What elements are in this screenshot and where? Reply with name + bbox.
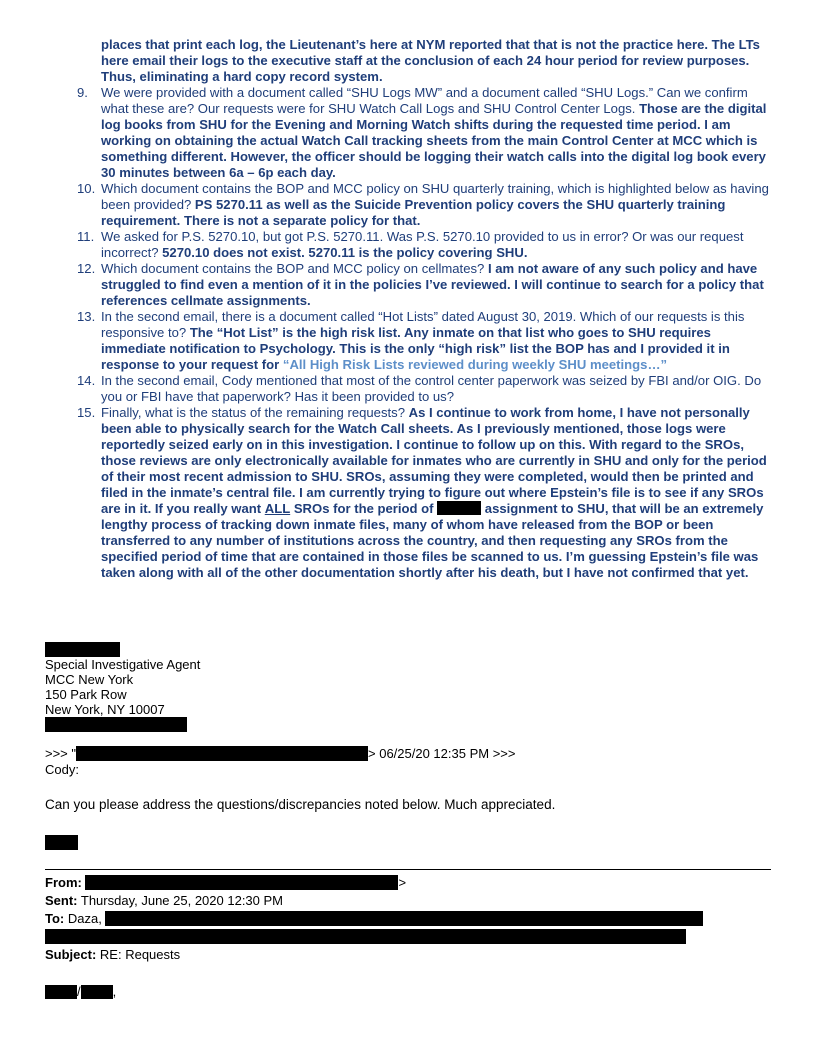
signature-city: New York, NY 10007: [45, 702, 165, 717]
item-number: 14.: [77, 373, 96, 388]
answer-text: As I continue to work from home, I have not personally been able to physically search for the Watch Call sheets. As I previously mentioned, those logs were reportedly seized early on in this investigation. I continue to follow up on this. With regard to the SROs, those reviews are only electronically available for inmates who are currently in SHU and only for the period of their most recent admission to SHU. SROs, assuming they were completed, would then be printed and filed in the inmate’s central file. I am currently trying to figure out where Epstein’s file is to see if any SROs are in it. If you really want: [101, 405, 767, 516]
answer-text: The “Hot List” is the high risk list. Any inmate on that list who goes to SHU requires immediate notification to Psychology. This is the only “high risk” list the BOP has and I provided it in response to your request for: [101, 325, 730, 372]
answer-text: places that print each log, the Lieutenant’s here at NYM reported that that is not the practice here. The LTs here email their logs to the executive staff at the conclusion of each 24 hour period for review purposes. Thus, eliminating a hard copy record system.: [101, 37, 760, 84]
question-text: Finally, what is the status of the remaining requests?: [101, 405, 405, 420]
redaction-box: [45, 835, 78, 850]
header-sent: [45, 893, 283, 908]
question-text: Which document contains the BOP and MCC policy on cellmates?: [101, 261, 485, 276]
sent-label: Sent:: [45, 893, 78, 908]
question-list: [77, 37, 769, 581]
list-item: [77, 229, 769, 261]
forward-suffix: > 06/25/20 12:35 PM >>>: [368, 746, 516, 761]
list-item: [77, 181, 769, 229]
answer-text: 5270.10 does not exist. 5270.11 is the policy covering SHU.: [162, 245, 528, 260]
from-label: From:: [45, 875, 82, 890]
sent-value: Thursday, June 25, 2020 12:30 PM: [80, 893, 283, 908]
item-number: 15.: [77, 405, 96, 420]
salutation-comma: ,: [112, 984, 117, 999]
message-body: Can you please address the questions/discrepancies noted below. Much appreciated.: [45, 797, 556, 812]
question-text: In the second email, Cody mentioned that most of the control center paperwork was seized by FBI and/or OIG. Do you or FBI have that paperwork? Has it been provided to us?: [101, 373, 762, 404]
header-from: [45, 875, 406, 890]
divider: [45, 869, 771, 870]
signature-org: MCC New York: [45, 672, 134, 687]
subject-label: Subject:: [45, 947, 97, 962]
salutation-slash: /: [77, 984, 81, 999]
to-value: Daza,: [67, 911, 102, 926]
signature-street: 150 Park Row: [45, 687, 127, 702]
answer-text: PS 5270.11 as well as the Suicide Prevention policy covers the SHU quarterly training requirement. There is not a separate policy for that.: [101, 197, 726, 228]
redaction-box: [437, 501, 481, 515]
redaction-box: [105, 911, 703, 926]
list-item: [77, 405, 769, 581]
salutation: [45, 984, 116, 999]
item-number: 12.: [77, 261, 96, 276]
redaction-box: [45, 717, 187, 732]
list-item: [77, 261, 769, 309]
question-text: In the second email, there is a document called “Hot Lists” dated August 30, 2019. Which of our requests is this responsive to?: [101, 309, 745, 340]
redaction-box: [45, 929, 686, 944]
answer-text: Those are the digital log books from SHU for the Evening and Morning Watch shifts during the requested time period. I am working on obtaining the actual Watch Call tracking sheets from the main Control Center at MCC which is something different. However, the officer should be logging their watch calls into the digital log book every 30 minutes between 6a – 6p each day.: [101, 101, 767, 180]
from-end: >: [398, 875, 407, 890]
item-number: 11.: [77, 229, 95, 244]
subject-value: RE: Requests: [99, 947, 181, 962]
item-number: 9.: [77, 85, 88, 100]
answer-text: SROs for the period of: [293, 501, 434, 516]
header-to: [45, 911, 703, 926]
answer-text: I am not aware of any such policy and have struggled to find even a mention of it in the policies I’ve reviewed. I will continue to search for a policy that references cellmate assignments.: [101, 261, 764, 308]
question-text: We were provided with a document called “SHU Logs MW” and a document called “SHU Logs.” Can we confirm what these are? Our requests were for SHU Watch Call Logs and SHU Control Center Logs.: [101, 85, 748, 116]
redaction-box: [85, 875, 398, 890]
quoted-request: “All High Risk Lists reviewed during weekly SHU meetings…”: [282, 357, 668, 372]
question-text: Which document contains the BOP and MCC policy on SHU quarterly training, which is highlighted below as having been provided?: [101, 181, 769, 212]
greeting: Cody:: [45, 762, 79, 777]
answer-text: assignment to SHU, that will be an extremely lengthy process of tracking down inmate files, many of whom have released from the BOP or been transferred to any number of institutions across the country, and then requesting any SROs from the specified period of time that are contained in those files be scanned to us. I’m guessing Epstein’s file was taken along with all of the other documentation shortly after his death, but I have not confirmed that yet.: [101, 501, 764, 580]
redaction-box: [81, 985, 113, 999]
answer-emphasis: ALL: [264, 501, 291, 516]
forward-line: [45, 746, 515, 761]
redaction-box: [45, 642, 120, 657]
list-item: [77, 309, 769, 373]
signature-title: Special Investigative Agent: [45, 657, 201, 672]
list-item: [77, 85, 769, 181]
header-subject: [45, 947, 180, 962]
item-number: 10.: [77, 181, 96, 196]
item-number: 13.: [77, 309, 96, 324]
redaction-box: [76, 746, 368, 761]
redaction-box: [45, 985, 77, 999]
forward-prefix: >>> ": [45, 746, 77, 761]
question-text: We asked for P.S. 5270.10, but got P.S. 5270.11. Was P.S. 5270.10 provided to us in error? Or was our request incorrect?: [101, 229, 744, 260]
to-label: To:: [45, 911, 65, 926]
list-item: [77, 373, 769, 405]
list-item: [77, 37, 769, 85]
